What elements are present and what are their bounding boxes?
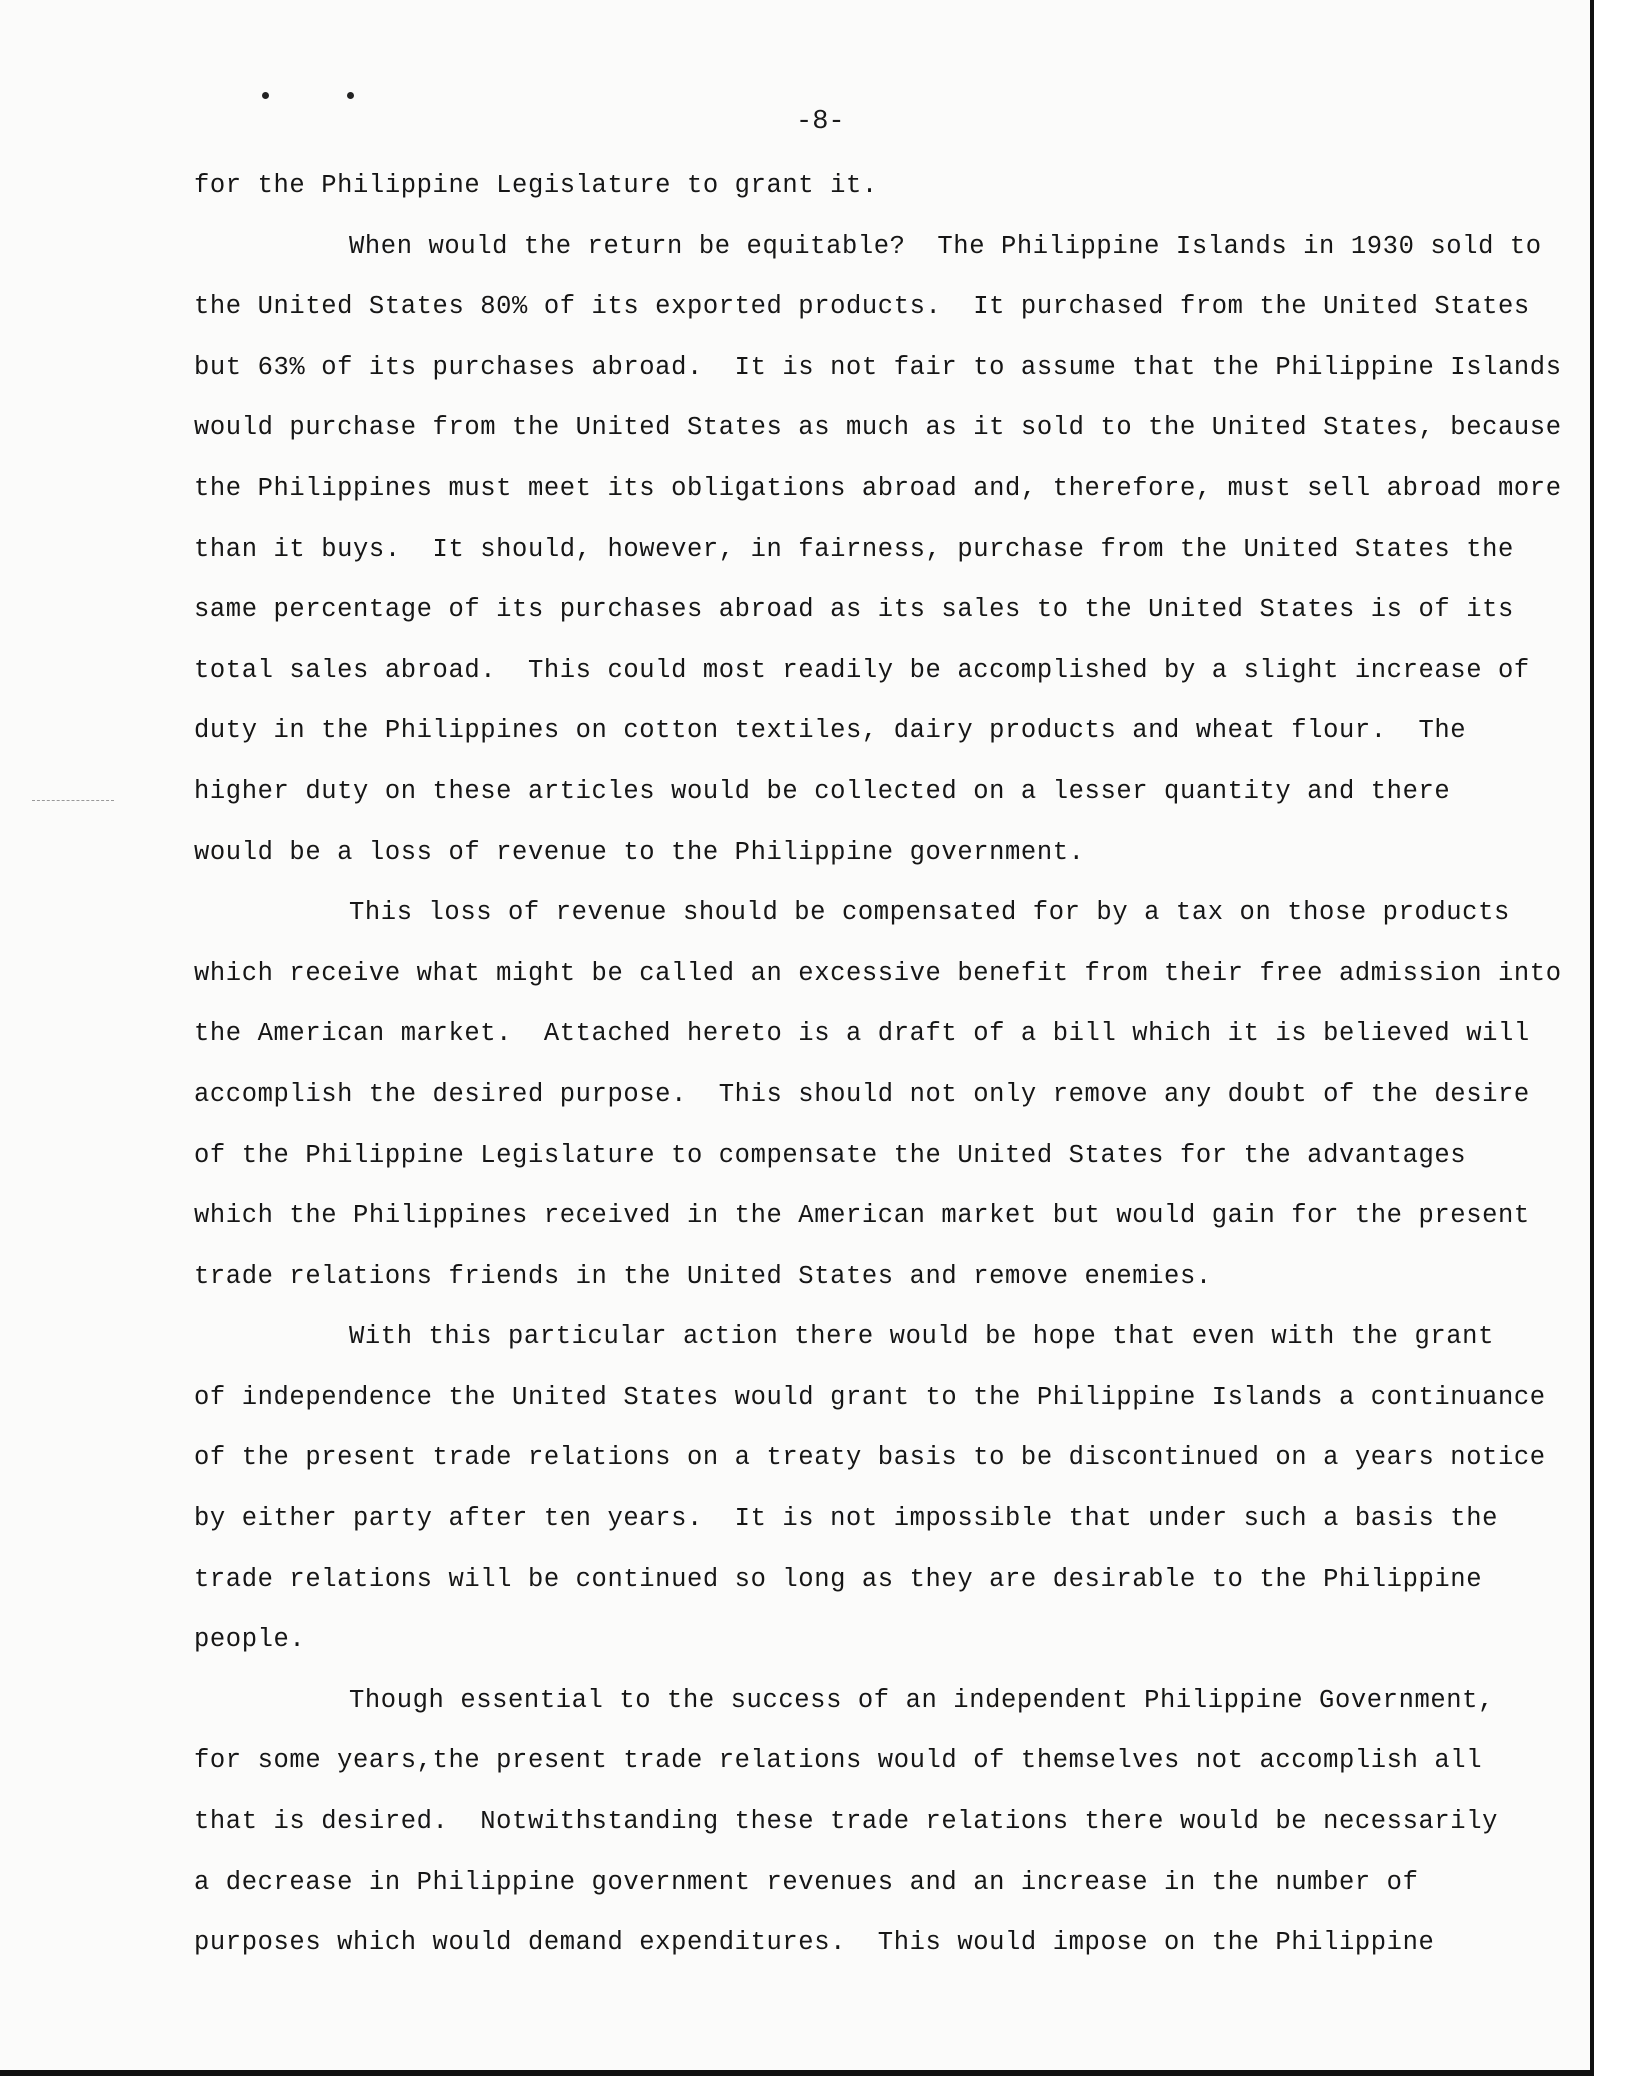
text-line: higher duty on these articles would be collected on a lesser quantity and there [194, 776, 1451, 806]
page-number: -8- [796, 107, 845, 137]
text-line: trade relations will be continued so long as they are desirable to the Philippine [194, 1564, 1483, 1594]
paragraph-first-line: With this particular action there would be hope that even with the grant [349, 1322, 1494, 1352]
scan-edge-mark [32, 800, 114, 801]
text-line: same percentage of its purchases abroad as its sales to the United States is of its [194, 595, 1514, 625]
text-line: total sales abroad. This could most readily be accomplished by a slight increase of [194, 655, 1530, 685]
text-line: of the present trade relations on a treaty basis to be discontinued on a years notice [194, 1443, 1546, 1473]
text-line: of independence the United States would grant to the Philippine Islands a continuance [194, 1382, 1546, 1412]
text-line: trade relations friends in the United States and remove enemies. [194, 1261, 1212, 1291]
text-line: the American market. Attached hereto is a draft of a bill which it is believed will [194, 1019, 1530, 1049]
text-line: which the Philippines received in the American market but would gain for the present [194, 1201, 1530, 1231]
text-line: that is desired. Notwithstanding these trade relations there would be necessarily [194, 1807, 1499, 1837]
text-line: people. [194, 1625, 306, 1655]
text-line: but 63% of its purchases abroad. It is not fair to assume that the Philippine Islands [194, 352, 1562, 382]
paragraph-first-line: When would the return be equitable? The Philippine Islands in 1930 sold to [349, 231, 1542, 261]
text-line: which receive what might be called an excessive benefit from their free admission into [194, 958, 1562, 988]
text-line: purposes which would demand expenditures. This would impose on the Philippine [194, 1928, 1435, 1958]
text-line: accomplish the desired purpose. This should not only remove any doubt of the desire [194, 1079, 1530, 1109]
punch-hole-mark [347, 92, 354, 99]
text-line: for some years,the present trade relations would of themselves not accomplish all [194, 1746, 1483, 1776]
text-line: the United States 80% of its exported products. It purchased from the United States [194, 292, 1530, 322]
text-line: for the Philippine Legislature to grant it. [194, 171, 878, 200]
text-line: duty in the Philippines on cotton textiles, dairy products and wheat flour. The [194, 716, 1467, 746]
text-line: would purchase from the United States as much as it sold to the United States, because [194, 413, 1562, 443]
text-line: a decrease in Philippine government revenues and an increase in the number of [194, 1867, 1419, 1897]
text-line: of the Philippine Legislature to compensate the United States for the advantages [194, 1140, 1467, 1170]
typed-text-body [194, 156, 1562, 1974]
text-line: the Philippines must meet its obligations abroad and, therefore, must sell abroad more [194, 473, 1562, 503]
punch-hole-mark [262, 92, 269, 99]
paragraph-first-line: This loss of revenue should be compensated for by a tax on those products [349, 898, 1510, 928]
text-line: would be a loss of revenue to the Philippine government. [194, 837, 1085, 867]
text-line: by either party after ten years. It is not impossible that under such a basis the [194, 1504, 1499, 1534]
text-line: than it buys. It should, however, in fairness, purchase from the United States the [194, 534, 1514, 564]
paragraph-first-line: Though essential to the success of an independent Philippine Government, [349, 1685, 1494, 1715]
